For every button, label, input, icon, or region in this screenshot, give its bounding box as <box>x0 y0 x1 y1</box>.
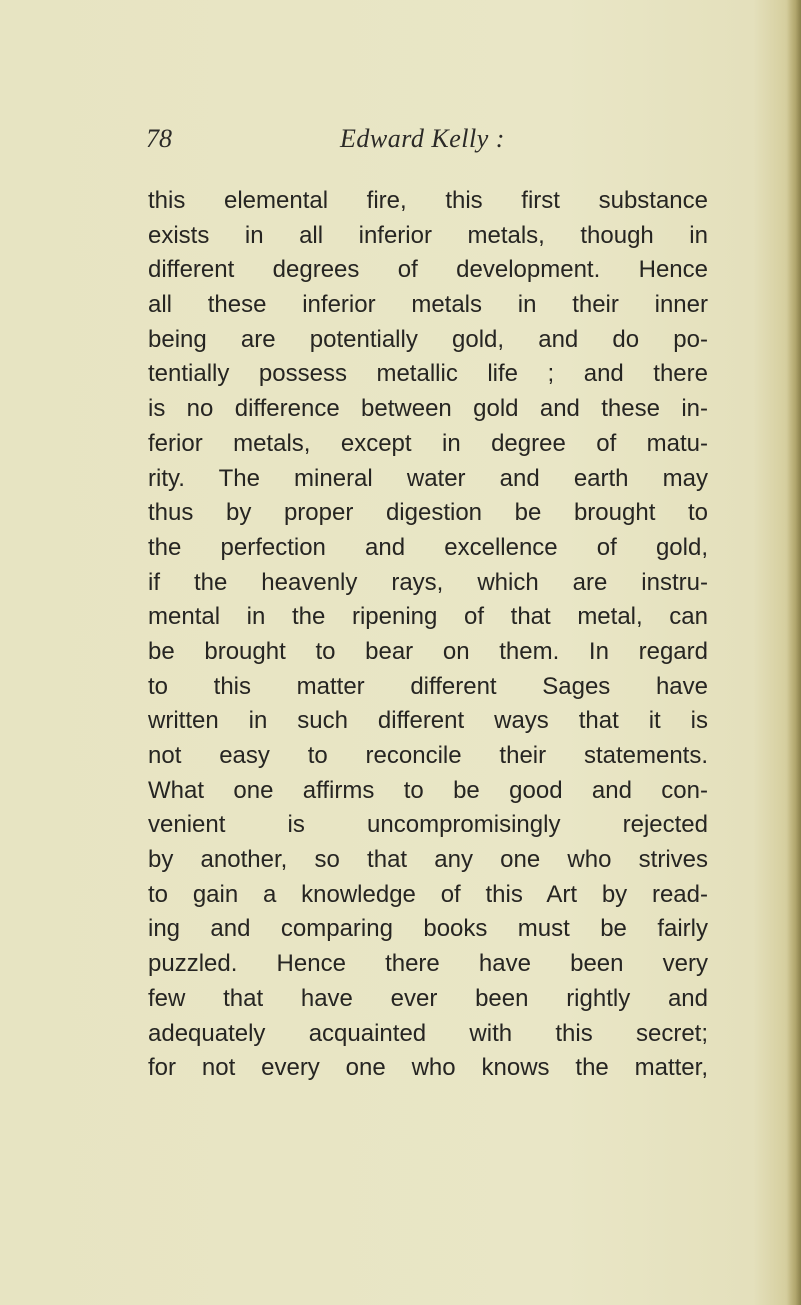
text-line: all these inferior metals in their inner <box>148 291 708 319</box>
body-text <box>148 184 708 1086</box>
text-line: by another, so that any one who strives <box>148 846 708 874</box>
text-line: being are potentially gold, and do po- <box>148 325 708 353</box>
text-line: puzzled. Hence there have been very <box>148 950 708 978</box>
text-line: is no difference between gold and these in- <box>148 395 708 423</box>
text-line: for not every one who knows the matter, <box>148 1054 708 1082</box>
text-line: this elemental fire, this first substance <box>148 187 708 214</box>
text-line: not easy to reconcile their statements. <box>148 742 708 769</box>
text-line: tentially possess metallic life ; and there <box>148 360 708 388</box>
text-line: ferior metals, except in degree of matu- <box>148 429 708 457</box>
text-line: to this matter different Sages have <box>148 672 708 700</box>
page-edge-shadow <box>787 0 801 1305</box>
text-line: exists in all inferior metals, though in <box>148 221 708 249</box>
text-line: adequately acquainted with this secret; <box>148 1019 708 1047</box>
page-number: 78 <box>146 124 172 153</box>
text-line: different degrees of development. Hence <box>148 256 708 284</box>
page-header <box>146 124 706 164</box>
text-line: the perfection and excellence of gold, <box>148 533 708 561</box>
text-line: thus by proper digestion be brought to <box>148 499 708 527</box>
text-line: be brought to bear on them. In regard <box>148 637 708 665</box>
text-line: few that have ever been rightly and <box>148 984 708 1012</box>
text-line: What one affirms to be good and con- <box>148 776 708 804</box>
text-line: written in such different ways that it is <box>148 707 708 735</box>
text-line: if the heavenly rays, which are instru- <box>148 568 708 596</box>
text-line: venient is uncompromisingly rejected <box>148 811 708 839</box>
running-head: Edward Kelly : <box>340 124 505 153</box>
text-line: ing and comparing books must be fairly <box>148 915 708 943</box>
text-line: rity. The mineral water and earth may <box>148 464 708 492</box>
text-line: to gain a knowledge of this Art by read- <box>148 880 708 908</box>
text-line: mental in the ripening of that metal, can <box>148 603 708 631</box>
